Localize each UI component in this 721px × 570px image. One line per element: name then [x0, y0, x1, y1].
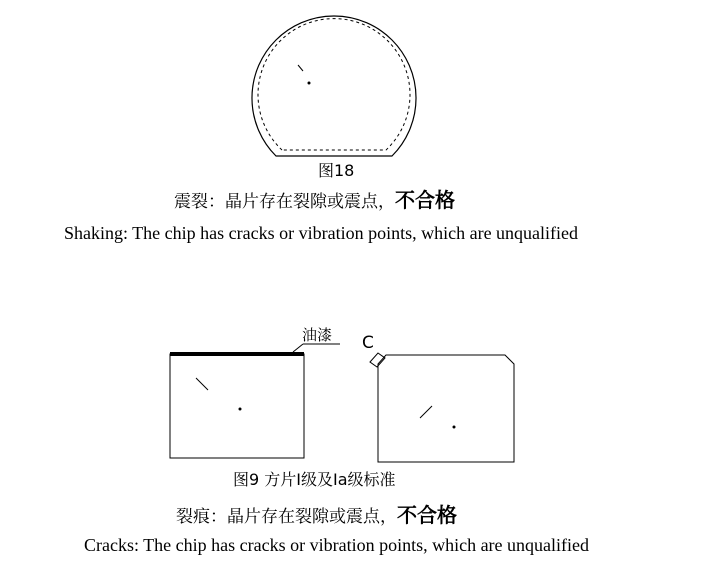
square-chip-right-diagram	[370, 353, 514, 462]
round-chip-diagram	[252, 16, 416, 156]
figure-18-caption-cn	[174, 184, 455, 213]
crack-mark	[420, 406, 432, 418]
vibration-point	[308, 82, 311, 85]
paint-label: 油漆	[302, 326, 333, 344]
paint-leader-line	[293, 344, 303, 352]
vibration-point	[453, 426, 456, 429]
corner-c-label: C	[362, 333, 374, 353]
caption-cn-verdict: 不合格	[395, 188, 455, 212]
figure-9-caption-cn	[176, 499, 457, 528]
figure-9-number: 图9 方片Ⅰ级及Ⅰa级标准	[233, 470, 396, 489]
crack-mark	[196, 378, 208, 390]
caption-cn-verdict: 不合格	[397, 503, 457, 527]
caption-cn-text: 震裂：晶片存在裂隙或震点，	[174, 192, 395, 212]
figure-9-caption-en: Cracks: The chip has cracks or vibration points, which are unqualified	[84, 535, 590, 555]
caption-cn-text: 裂痕：晶片存在裂隙或震点，	[176, 507, 397, 527]
figure-18-caption-en: Shaking: The chip has cracks or vibration points, which are unqualified	[64, 223, 579, 243]
crack-mark	[298, 65, 303, 71]
vibration-point	[239, 408, 242, 411]
square-chip-left-diagram	[170, 344, 340, 458]
figure-18-number: 图18	[318, 161, 355, 180]
